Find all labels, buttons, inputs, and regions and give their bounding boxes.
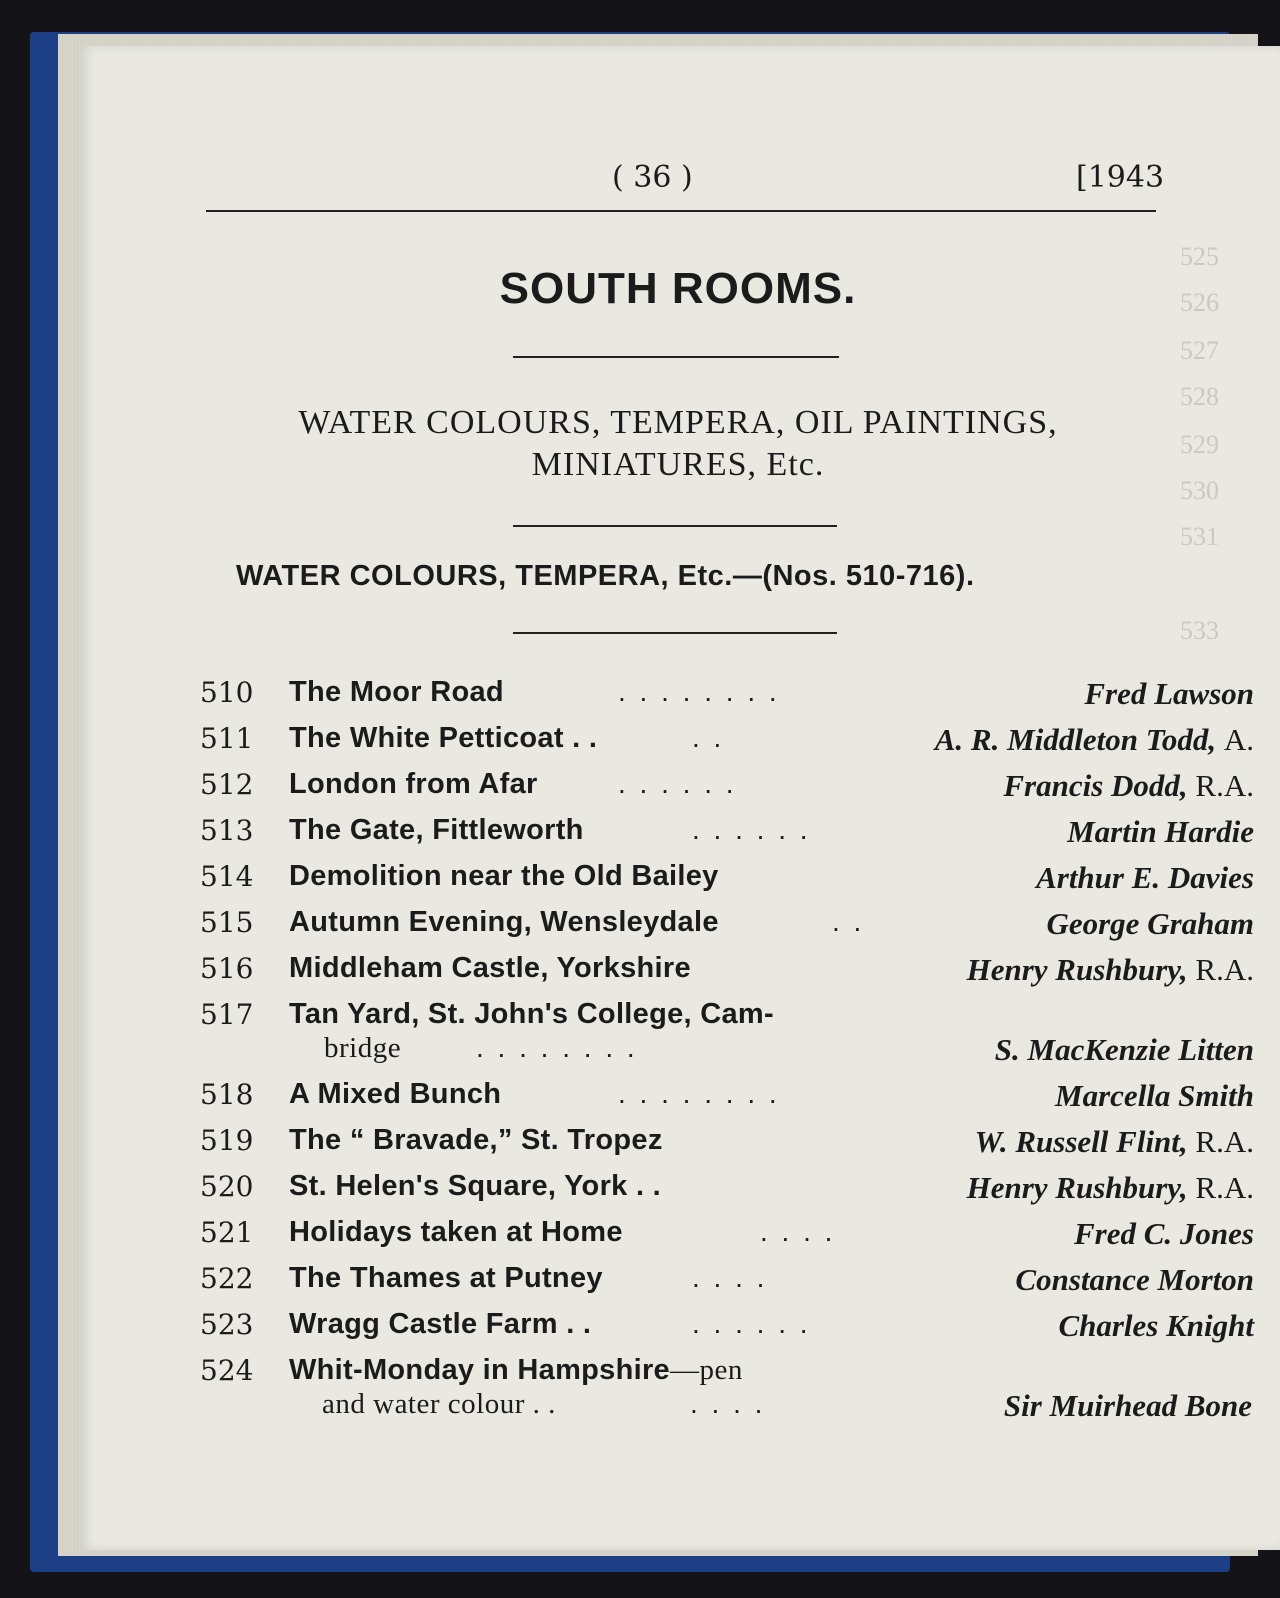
bleed-through-number: 530 bbox=[1180, 476, 1219, 505]
bleed-through-number: 525 bbox=[1180, 242, 1219, 271]
entry-number: 518 bbox=[200, 1078, 254, 1111]
entry-title: Whit-Monday in Hampshire—pen bbox=[289, 1354, 743, 1386]
leader-dots: . . . . bbox=[760, 1216, 836, 1247]
entry-honour: A. bbox=[1223, 722, 1254, 757]
entry-artist: S. MacKenzie Litten bbox=[994, 1032, 1254, 1067]
entry-artist: Fred C. Jones bbox=[1074, 1216, 1254, 1251]
subheading-rule bbox=[513, 525, 837, 527]
entry-artist: Constance Morton bbox=[1015, 1262, 1254, 1297]
entry-artist: Martin Hardie bbox=[1067, 814, 1254, 849]
entry-number: 517 bbox=[200, 998, 254, 1031]
entry-number: 524 bbox=[200, 1354, 254, 1387]
entry-artist: Francis Dodd, R.A. bbox=[1003, 768, 1254, 803]
entry-number: 522 bbox=[200, 1262, 254, 1295]
entry-artist: Henry Rushbury, R.A. bbox=[966, 1170, 1254, 1205]
entry-title-continuation: bridge bbox=[324, 1032, 402, 1064]
entry-number: 523 bbox=[200, 1308, 254, 1341]
entry-artist: Arthur E. Davies bbox=[1036, 860, 1254, 895]
entry-title: The Moor Road bbox=[289, 676, 504, 708]
bleed-through-number: 529 bbox=[1180, 430, 1219, 459]
entry-title: Autumn Evening, Wensleydale bbox=[289, 906, 719, 938]
entry-artist: George Graham bbox=[1046, 906, 1254, 941]
entry-title: London from Afar bbox=[289, 768, 538, 800]
entry-artist: Sir Muirhead Bone bbox=[1003, 1388, 1252, 1423]
entry-number: 510 bbox=[200, 676, 254, 709]
leader-dots: . . bbox=[832, 906, 865, 937]
entry-artist: A. R. Middleton Todd, A. bbox=[934, 722, 1254, 757]
page-title: SOUTH ROOMS. bbox=[499, 264, 857, 313]
entry-honour: R.A. bbox=[1195, 768, 1254, 803]
bleed-through-number: 533 bbox=[1180, 616, 1219, 645]
entry-honour: R.A. bbox=[1195, 1170, 1254, 1205]
entry-title: The Thames at Putney bbox=[289, 1262, 603, 1294]
leader-dots: . . . . . . . . bbox=[476, 1032, 638, 1063]
entry-title: The Gate, Fittleworth bbox=[289, 814, 584, 846]
entry-title: Wragg Castle Farm . . bbox=[289, 1308, 592, 1340]
entry-title-suffix: —pen bbox=[670, 1354, 743, 1386]
subheading-line-2: MINIATURES, Etc. bbox=[531, 446, 825, 483]
catalogue-page bbox=[80, 46, 1280, 1550]
entry-title: A Mixed Bunch bbox=[289, 1078, 502, 1110]
entry-number: 511 bbox=[200, 722, 254, 755]
entry-number: 512 bbox=[200, 768, 254, 801]
entry-title: Tan Yard, St. John's College, Cam- bbox=[289, 998, 774, 1030]
section-title: WATER COLOURS, TEMPERA, Etc.—(Nos. 510-716). bbox=[236, 560, 975, 592]
leader-dots: . . . . . . bbox=[692, 1308, 811, 1339]
bleed-through-number: 528 bbox=[1180, 382, 1219, 411]
entry-number: 514 bbox=[200, 860, 254, 893]
leader-dots: . . . . . . bbox=[692, 814, 811, 845]
leader-dots: . . . . . . . . bbox=[618, 1078, 780, 1109]
bleed-through-number: 531 bbox=[1180, 522, 1219, 551]
section-rule bbox=[513, 632, 837, 634]
entry-number: 516 bbox=[200, 952, 254, 985]
entry-artist: Marcella Smith bbox=[1055, 1078, 1254, 1113]
entry-number: 520 bbox=[200, 1170, 254, 1203]
leader-dots: . . . . . . bbox=[618, 768, 737, 799]
entry-title-continuation: and water colour . . bbox=[322, 1388, 556, 1420]
title-rule bbox=[513, 356, 839, 358]
entry-number: 519 bbox=[200, 1124, 254, 1157]
bleed-through-number: 527 bbox=[1180, 336, 1219, 365]
entry-title: St. Helen's Square, York . . bbox=[289, 1170, 662, 1202]
subheading-line-1: WATER COLOURS, TEMPERA, OIL PAINTINGS, bbox=[298, 404, 1058, 441]
entry-number: 515 bbox=[200, 906, 254, 939]
entry-honour: R.A. bbox=[1195, 1124, 1254, 1159]
bleed-through-number: 526 bbox=[1180, 288, 1219, 317]
leader-dots: . . . . bbox=[692, 1262, 768, 1293]
leader-dots: . . . . bbox=[690, 1388, 766, 1419]
entry-artist: W. Russell Flint, R.A. bbox=[974, 1124, 1254, 1159]
leader-dots: . . bbox=[692, 722, 725, 753]
year-header: [1943 bbox=[1076, 160, 1165, 195]
entry-number: 513 bbox=[200, 814, 254, 847]
entry-title: Middleham Castle, Yorkshire bbox=[289, 952, 691, 984]
entry-artist: Fred Lawson bbox=[1084, 676, 1254, 711]
entry-honour: R.A. bbox=[1195, 952, 1254, 987]
page-number: ( 36 ) bbox=[612, 160, 693, 195]
entry-title: The “ Bravade,” St. Tropez bbox=[289, 1124, 663, 1156]
entry-title: The White Petticoat . . bbox=[289, 722, 598, 754]
entry-title: Demolition near the Old Bailey bbox=[289, 860, 719, 892]
entry-number: 521 bbox=[200, 1216, 254, 1249]
entry-title: Holidays taken at Home bbox=[289, 1216, 623, 1248]
leader-dots: . . . . . . . . bbox=[618, 676, 780, 707]
header-rule bbox=[206, 210, 1156, 212]
entry-artist: Henry Rushbury, R.A. bbox=[966, 952, 1254, 987]
entry-artist: Charles Knight bbox=[1058, 1308, 1254, 1343]
